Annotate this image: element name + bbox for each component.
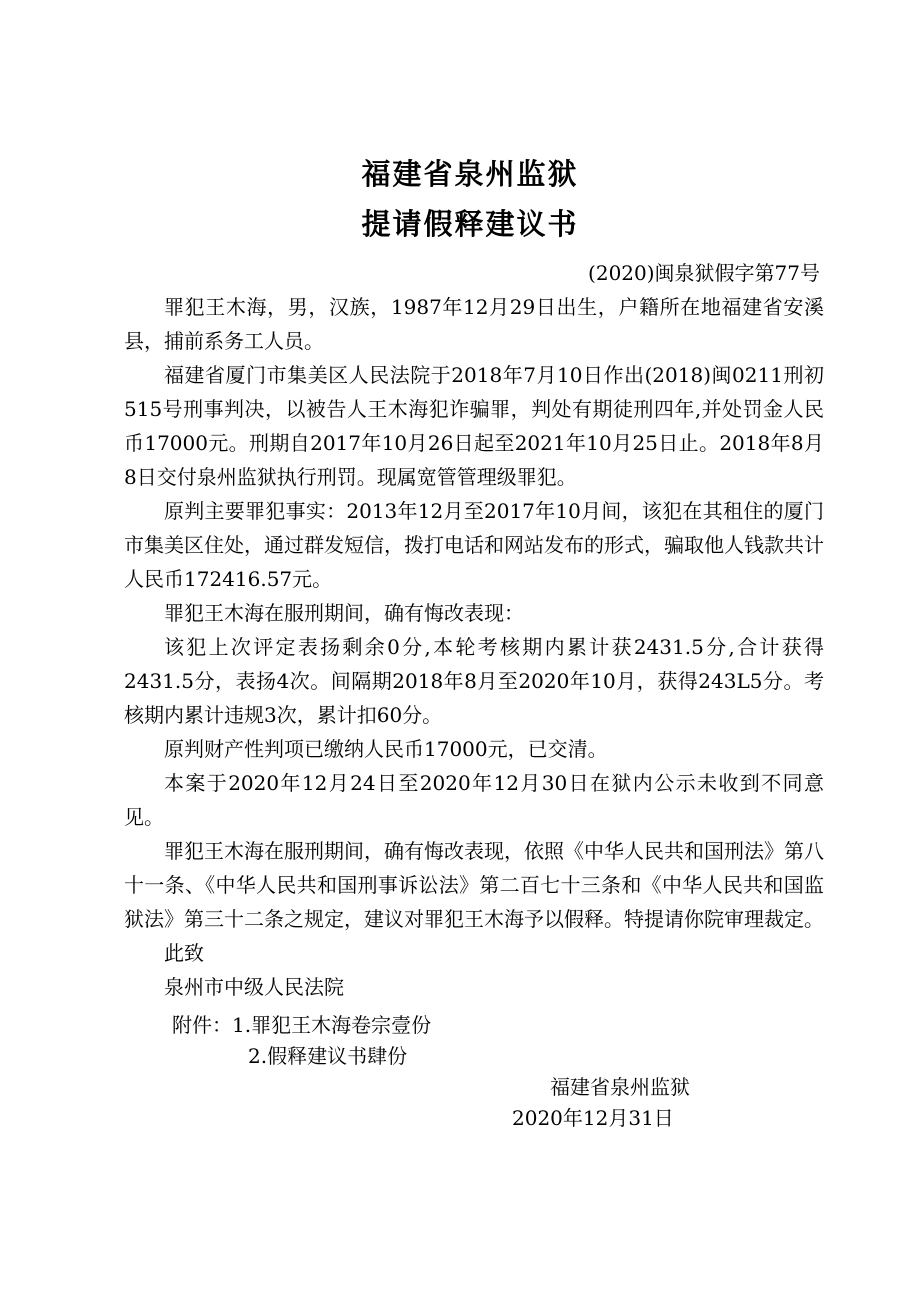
document-body xyxy=(124,290,824,1004)
document-number: (2020)闽泉狱假字第77号 xyxy=(588,261,820,285)
paragraph-criminal-info: 罪犯王木海，男，汉族，1987年12月29日出生，户籍所在地福建省安溪县，捕前系务工人员。 xyxy=(124,295,824,353)
salutation: 此致 xyxy=(164,941,204,965)
document-title-line1: 福建省泉州监狱 xyxy=(361,157,579,191)
paragraph-judgment: 福建省厦门市集美区人民法院于2018年7月10日作出(2018)闽0211刑初515号刑事判决，以被告人王木海犯诈骗罪，判处有期徒刑四年,并处罚金人民币17000元。刑期自2017年10月26日起至2021年10月25日止。2018年8月8日交付泉州监狱执行刑罚。现属宽管管理级罪犯。 xyxy=(124,363,824,489)
paragraph-assessment: 该犯上次评定表扬剩余0分,本轮考核期内累计获2431.5分,合计获得2431.5分，表扬4次。间隔期2018年8月至2020年10月，获得243L5分。考核期内累计违规3次，累计扣60分。 xyxy=(124,635,824,727)
paragraph-reform-intro: 罪犯王木海在服刑期间，确有悔改表现： xyxy=(164,601,524,625)
paragraph-crime-facts: 原判主要罪犯事实：2013年12月至2017年10月间，该犯在其租住的厦门市集美区住处，通过群发短信，拨打电话和网站发布的形式，骗取他人钱款共计人民币172416.57元。 xyxy=(124,499,824,591)
paragraph-property-judgment: 原判财产性判项已缴纳人民币17000元，已交清。 xyxy=(164,737,608,761)
signature-organization: 福建省泉州监狱 xyxy=(550,1075,690,1099)
attachment-item-2: 2.假释建议书肆份 xyxy=(248,1044,408,1068)
recipient: 泉州市中级人民法院 xyxy=(164,975,344,999)
signature-date: 2020年12月31日 xyxy=(512,1106,674,1130)
document-title-line2: 提请假释建议书 xyxy=(361,207,579,241)
paragraph-publicity: 本案于2020年12月24日至2020年12月30日在狱内公示未收到不同意见。 xyxy=(124,771,824,829)
paragraph-recommendation: 罪犯王木海在服刑期间，确有悔改表现，依照《中华人民共和国刑法》第八十一条、《中华人民共和国刑事诉讼法》第二百七十三条和《中华人民共和国监狱法》第三十二条之规定，建议对罪犯王木海予以假释。特提请你院审理裁定。 xyxy=(124,839,824,931)
attachment-item-1: 附件：1.罪犯王木海卷宗壹份 xyxy=(172,1013,432,1037)
